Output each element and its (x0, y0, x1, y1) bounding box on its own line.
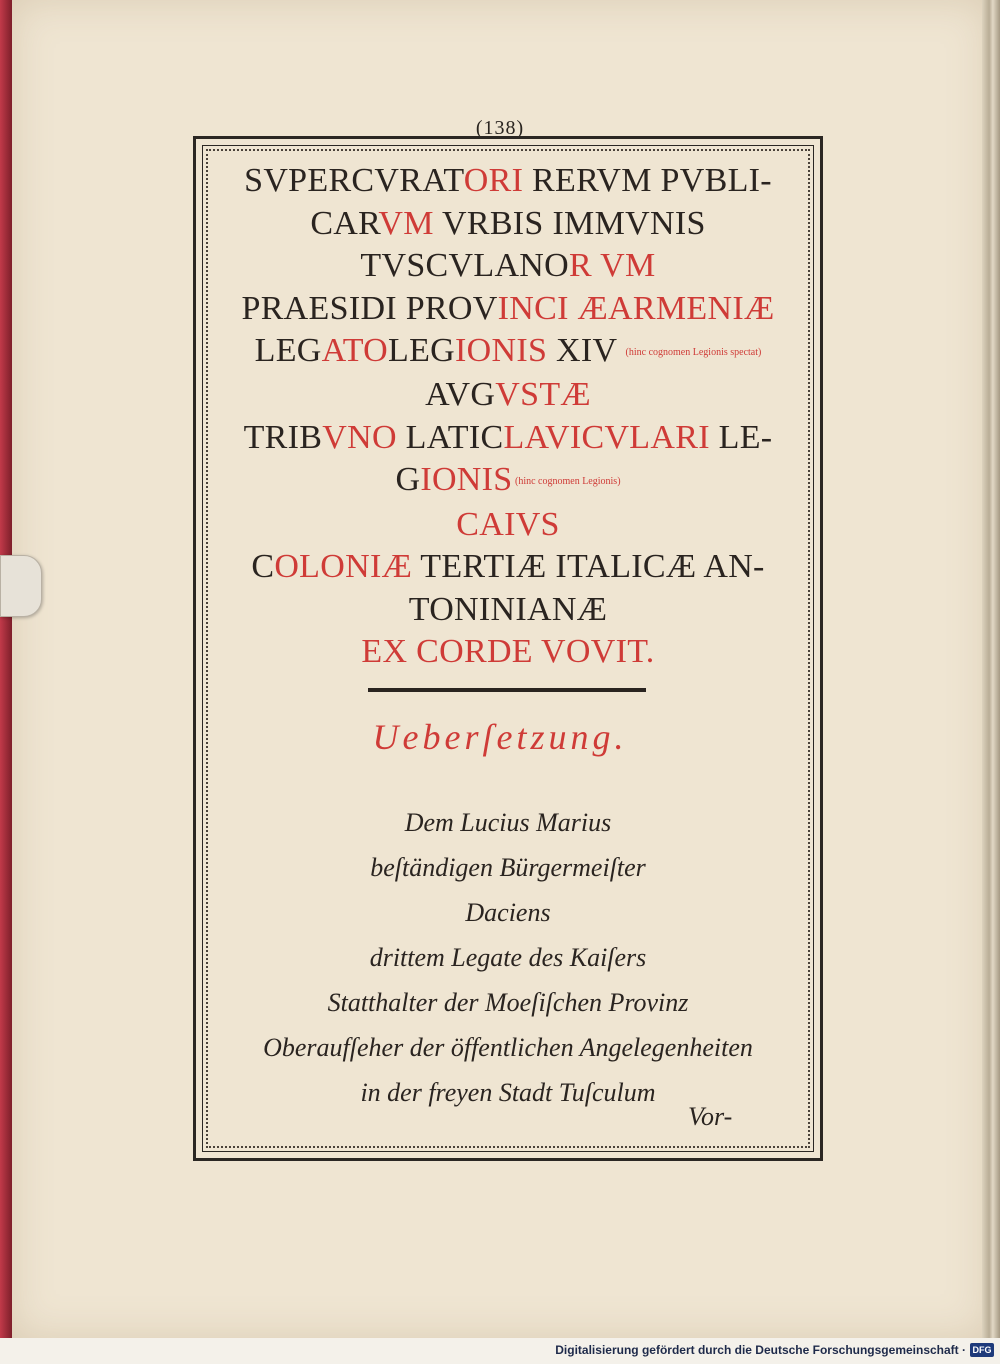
translation-line: Dem Lucius Marius (404, 808, 612, 837)
inscription-segment: IONIS (455, 332, 548, 369)
inscription-segment: C (251, 548, 275, 586)
inscription-segment: AVG (425, 376, 496, 414)
inscription-segment: ORI (463, 162, 524, 199)
page-number: (138) (475, 117, 525, 139)
book-spine (0, 0, 12, 1338)
inscription-segment: CAR (310, 204, 379, 242)
inscription-line (215, 631, 801, 674)
inscription-segment: TERTIÆ ITALICÆ AN- (412, 548, 765, 586)
catchword: Vor- (688, 1102, 733, 1131)
latin-inscription (215, 160, 801, 674)
inscription-segment: VNO (322, 418, 397, 456)
inscription-segment: VM (378, 204, 434, 242)
dfg-logo: DFG (970, 1343, 994, 1357)
inscription-segment: LEG (388, 332, 456, 369)
inscription-line (215, 504, 801, 547)
inscription-line (215, 589, 801, 632)
inscription-line (215, 459, 801, 503)
inscription-segment: LATIC (396, 418, 504, 456)
page-edge (982, 0, 1000, 1338)
translation-line: in der freyen Stadt Tuſculum (360, 1078, 656, 1107)
inscription-line (215, 160, 801, 203)
inscription-segment: TVSCVLANO (360, 247, 570, 284)
inscription-segment: R VM (569, 247, 656, 284)
inscription-segment: LEG (254, 332, 322, 369)
inscription-segment: OLONIÆ (274, 548, 413, 586)
funding-notice: Digitalisierung gefördert durch die Deutsche Forschungsgemeinschaft · (555, 1343, 966, 1357)
footer-bar (0, 1338, 1000, 1364)
translation-line: Oberaufſeher der öffentlichen Angelegenheiten (263, 1033, 753, 1062)
inscription-segment: ATO (321, 332, 389, 369)
inscription-line (215, 203, 801, 246)
inscription-note: (hinc cognomen Legionis) (512, 476, 621, 488)
page-tab-marker (0, 555, 42, 617)
inscription-segment: INCI ÆARMENIÆ (497, 289, 775, 327)
german-translation (215, 800, 801, 1115)
inscription-segment: VSTÆ (495, 376, 591, 414)
translation-line: Statthalter der Moeſiſchen Provinz (327, 988, 689, 1017)
inscription-segment: G (395, 461, 421, 499)
inscription-line (215, 546, 801, 589)
inscription-segment: XIV (547, 332, 626, 369)
inscription-segment: SVPERCVRAT (244, 162, 464, 199)
inscription-note: (hinc cognomen Legionis spectat) (625, 346, 762, 358)
inscription-segment: LE- (709, 418, 773, 456)
inscription-line (215, 417, 801, 460)
inscription-segment: TRIB (243, 418, 323, 456)
horizontal-rule (368, 688, 646, 692)
inscription-segment: TONINIANÆ (408, 590, 608, 628)
inscription-segment: PRAESIDI PROV (241, 289, 498, 327)
translation-line: drittem Legate des Kaiſers (369, 943, 647, 972)
translation-line: beſtändigen Bürgermeiſter (370, 853, 646, 882)
inscription-line (215, 288, 801, 331)
translation-heading: Ueberſetzung. (372, 717, 628, 757)
inscription-segment: VRBIS IMMVNIS (433, 204, 706, 242)
inscription-segment: LAVICVLARI (503, 418, 710, 456)
inscription-line (215, 374, 801, 417)
translation-line: Daciens (465, 898, 551, 927)
inscription-segment: CAIVS (456, 505, 560, 543)
inscription-segment: EX CORDE VOVIT. (361, 633, 655, 671)
inscription-segment: RERVM PVBLI- (523, 162, 772, 199)
inscription-line (215, 330, 801, 374)
inscription-segment: IONIS (420, 461, 513, 499)
inscription-line (215, 245, 801, 288)
